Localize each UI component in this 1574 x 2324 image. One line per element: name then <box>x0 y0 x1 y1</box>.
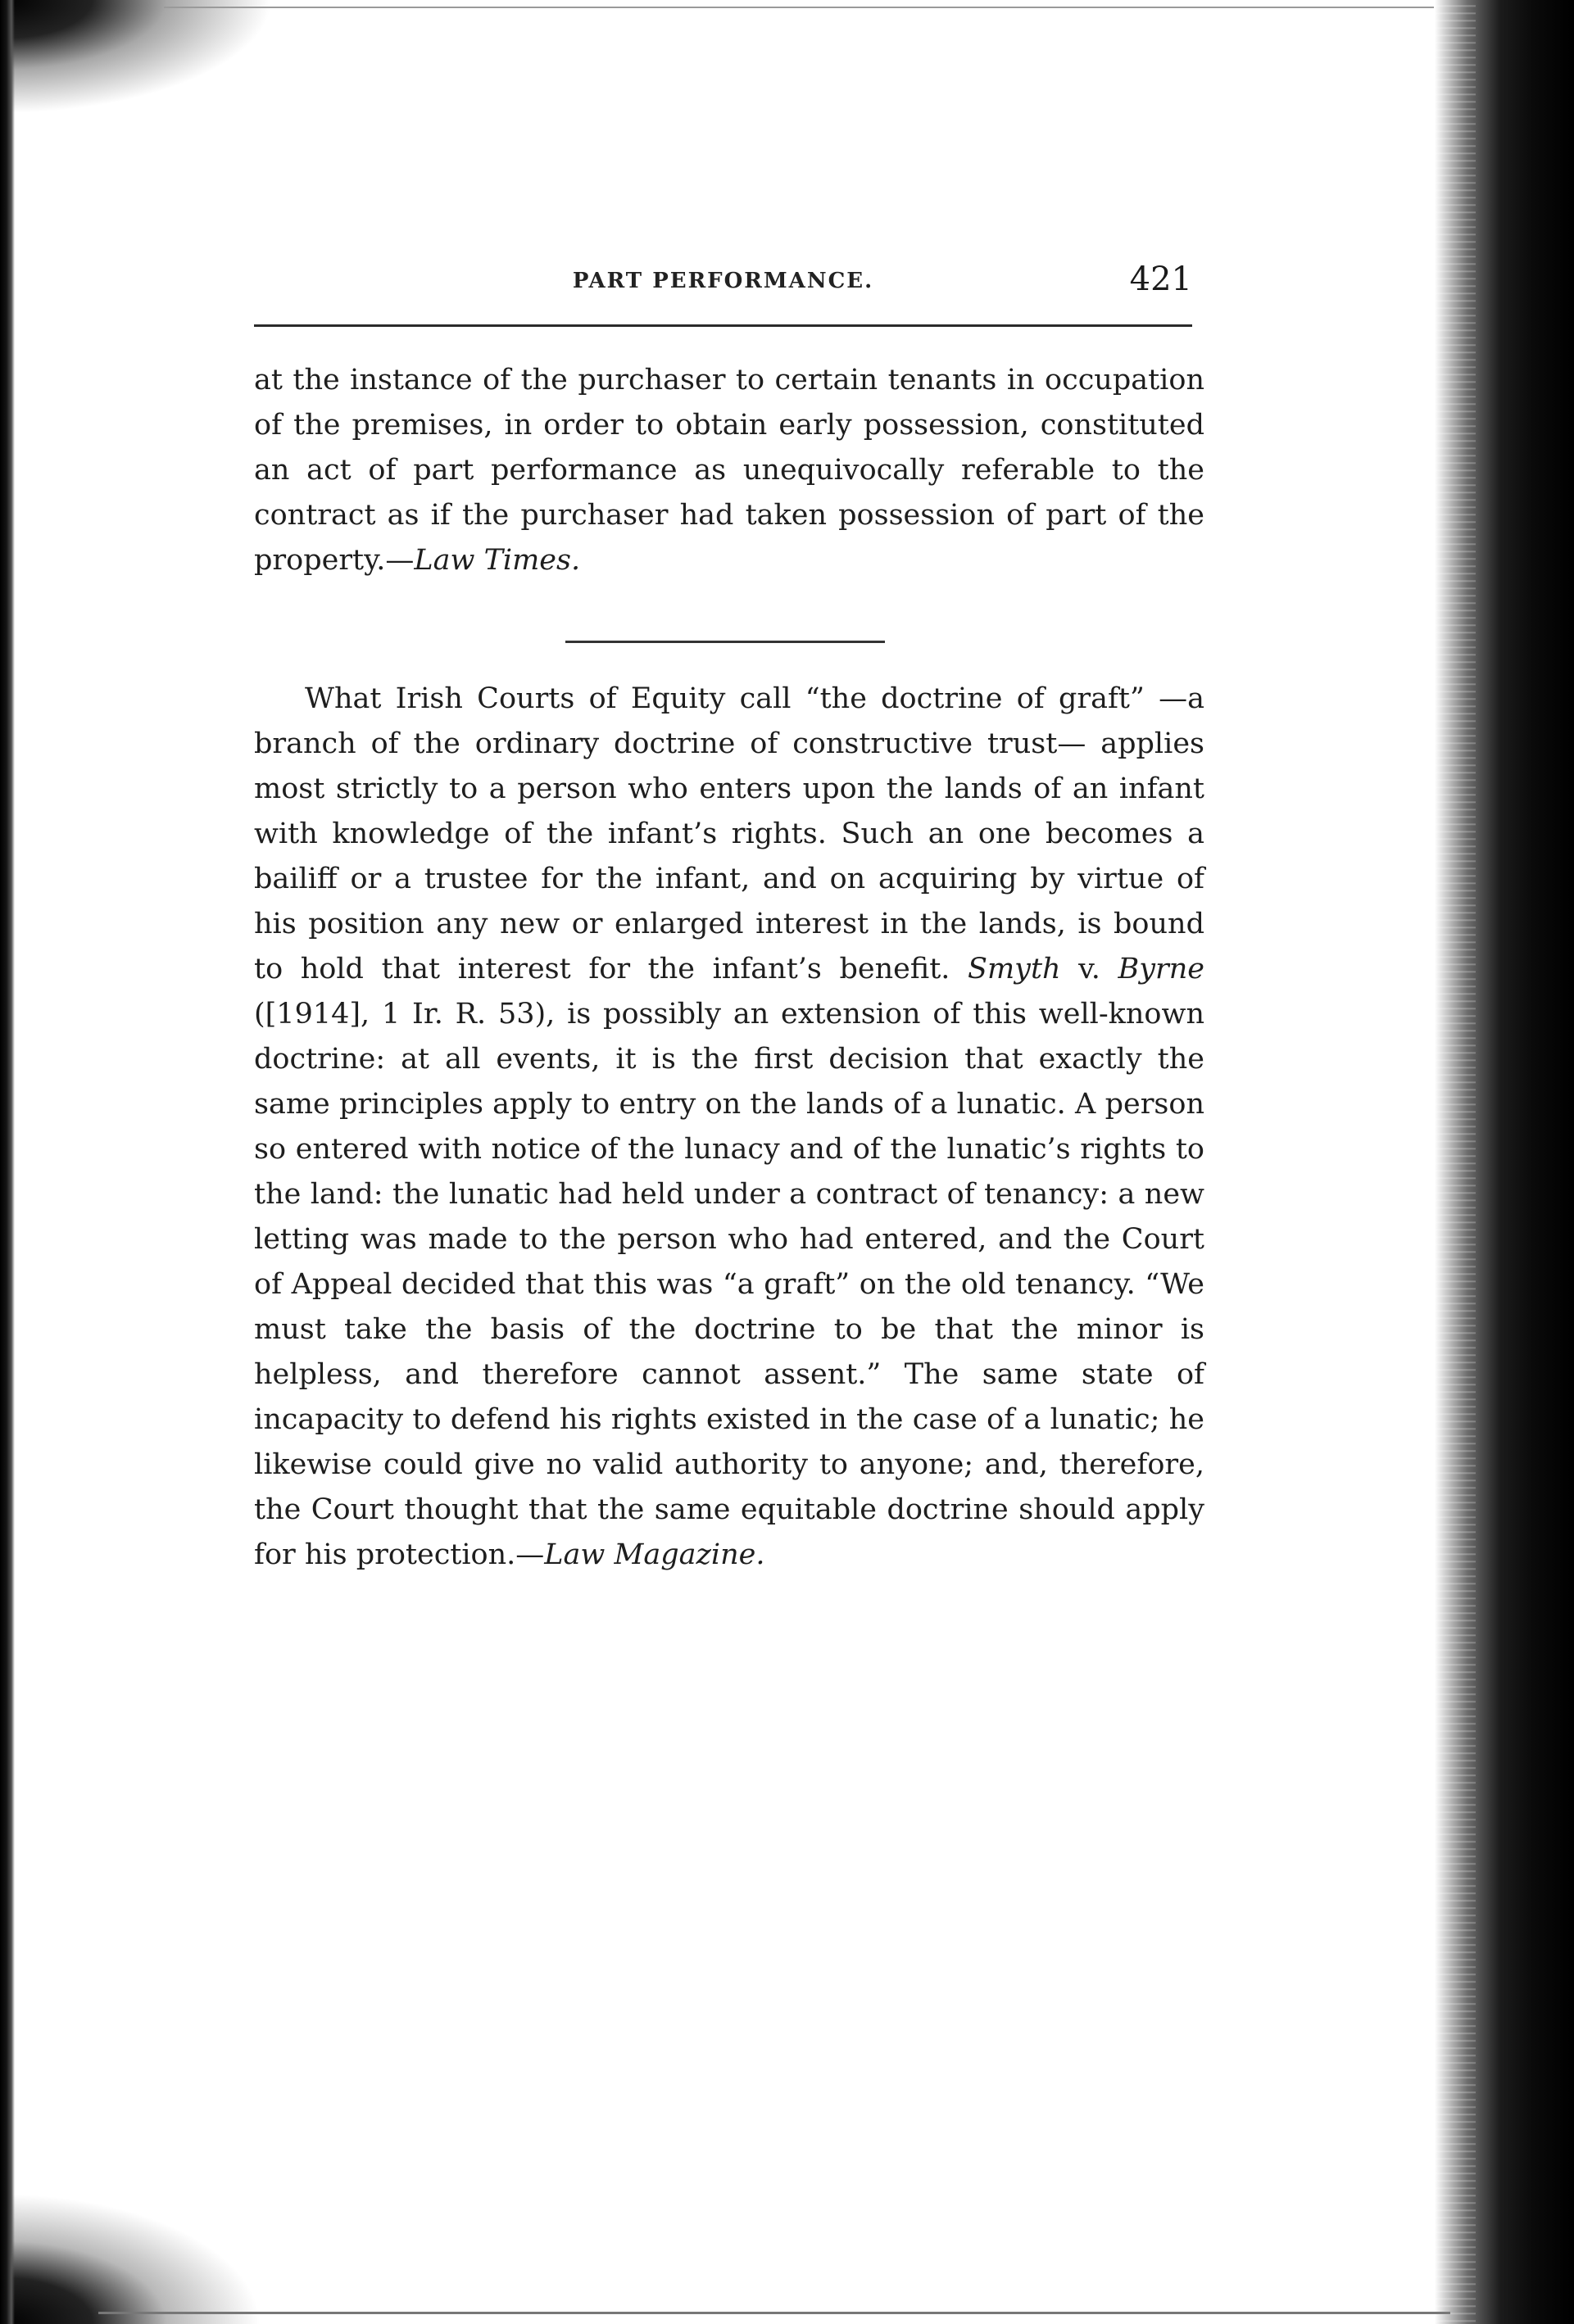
header-rule <box>254 324 1192 327</box>
case-name-smyth: Smyth <box>968 953 1061 985</box>
page-number: 421 <box>1129 260 1192 298</box>
source-citation: Law Times. <box>414 544 581 577</box>
section-divider <box>565 641 885 643</box>
scan-shadow-bottom-left <box>0 2193 262 2324</box>
scan-shadow-top-left <box>0 0 295 123</box>
scan-edge-right-speckle <box>1427 0 1476 2324</box>
paragraph-doctrine-of-graft <box>254 677 1204 1578</box>
case-versus: v. <box>1060 953 1118 985</box>
paragraph-part-performance <box>254 358 1204 583</box>
scan-edge-left <box>0 0 15 2324</box>
paragraph-text: What Irish Courts of Equity call “the doctrine of graft” —a branch of the ordinary doctrine of constructive trust— applies most strictly to a person who enters upon the lands of an infant with knowledge of the infant’s rights. Such an one becomes a bailiff or a trustee for the infant, and on acquiring by virtue of his position any new or enlarged interest in the lands, is bound to hold that interest for the infant’s benefit. <box>254 682 1204 985</box>
source-citation: Law Magazine. <box>544 1538 765 1571</box>
running-head: PART PERFORMANCE. <box>572 269 874 293</box>
scan-top-line <box>164 7 1434 8</box>
case-name-byrne: Byrne <box>1118 953 1204 985</box>
page-header <box>254 260 1192 310</box>
paragraph-text-continued: ([1914], 1 Ir. R. 53), is possibly an extension of this well-known doctrine: at all events, it is the first decision that exactly the same principles apply to entry on the lands of a lunatic. A person so entered with notice of the lunacy and of the lunatic’s rights to the land: the lunatic had held under a contract of tenancy: a new letting was made to the person who had entered, and the Court of Appeal decided that this was “a graft” on the old tenancy. “We must take the basis of the doctrine to be that the minor is helpless, and therefore cannot assent.” The same state of incapacity to defend his rights existed in the case of a lunatic; he likewise could give no valid authority to anyone; and, therefore, the Court thought that the same equitable doctrine should apply for his protection.— <box>254 998 1204 1571</box>
paragraph-text: at the instance of the purchaser to certain tenants in occupation of the premises, in order to obtain early possession, constituted an act of part performance as unequivocally referable to the contract as if the purchaser had taken possession of part of the property.— <box>254 364 1204 577</box>
scan-bottom-line <box>98 2312 1450 2314</box>
